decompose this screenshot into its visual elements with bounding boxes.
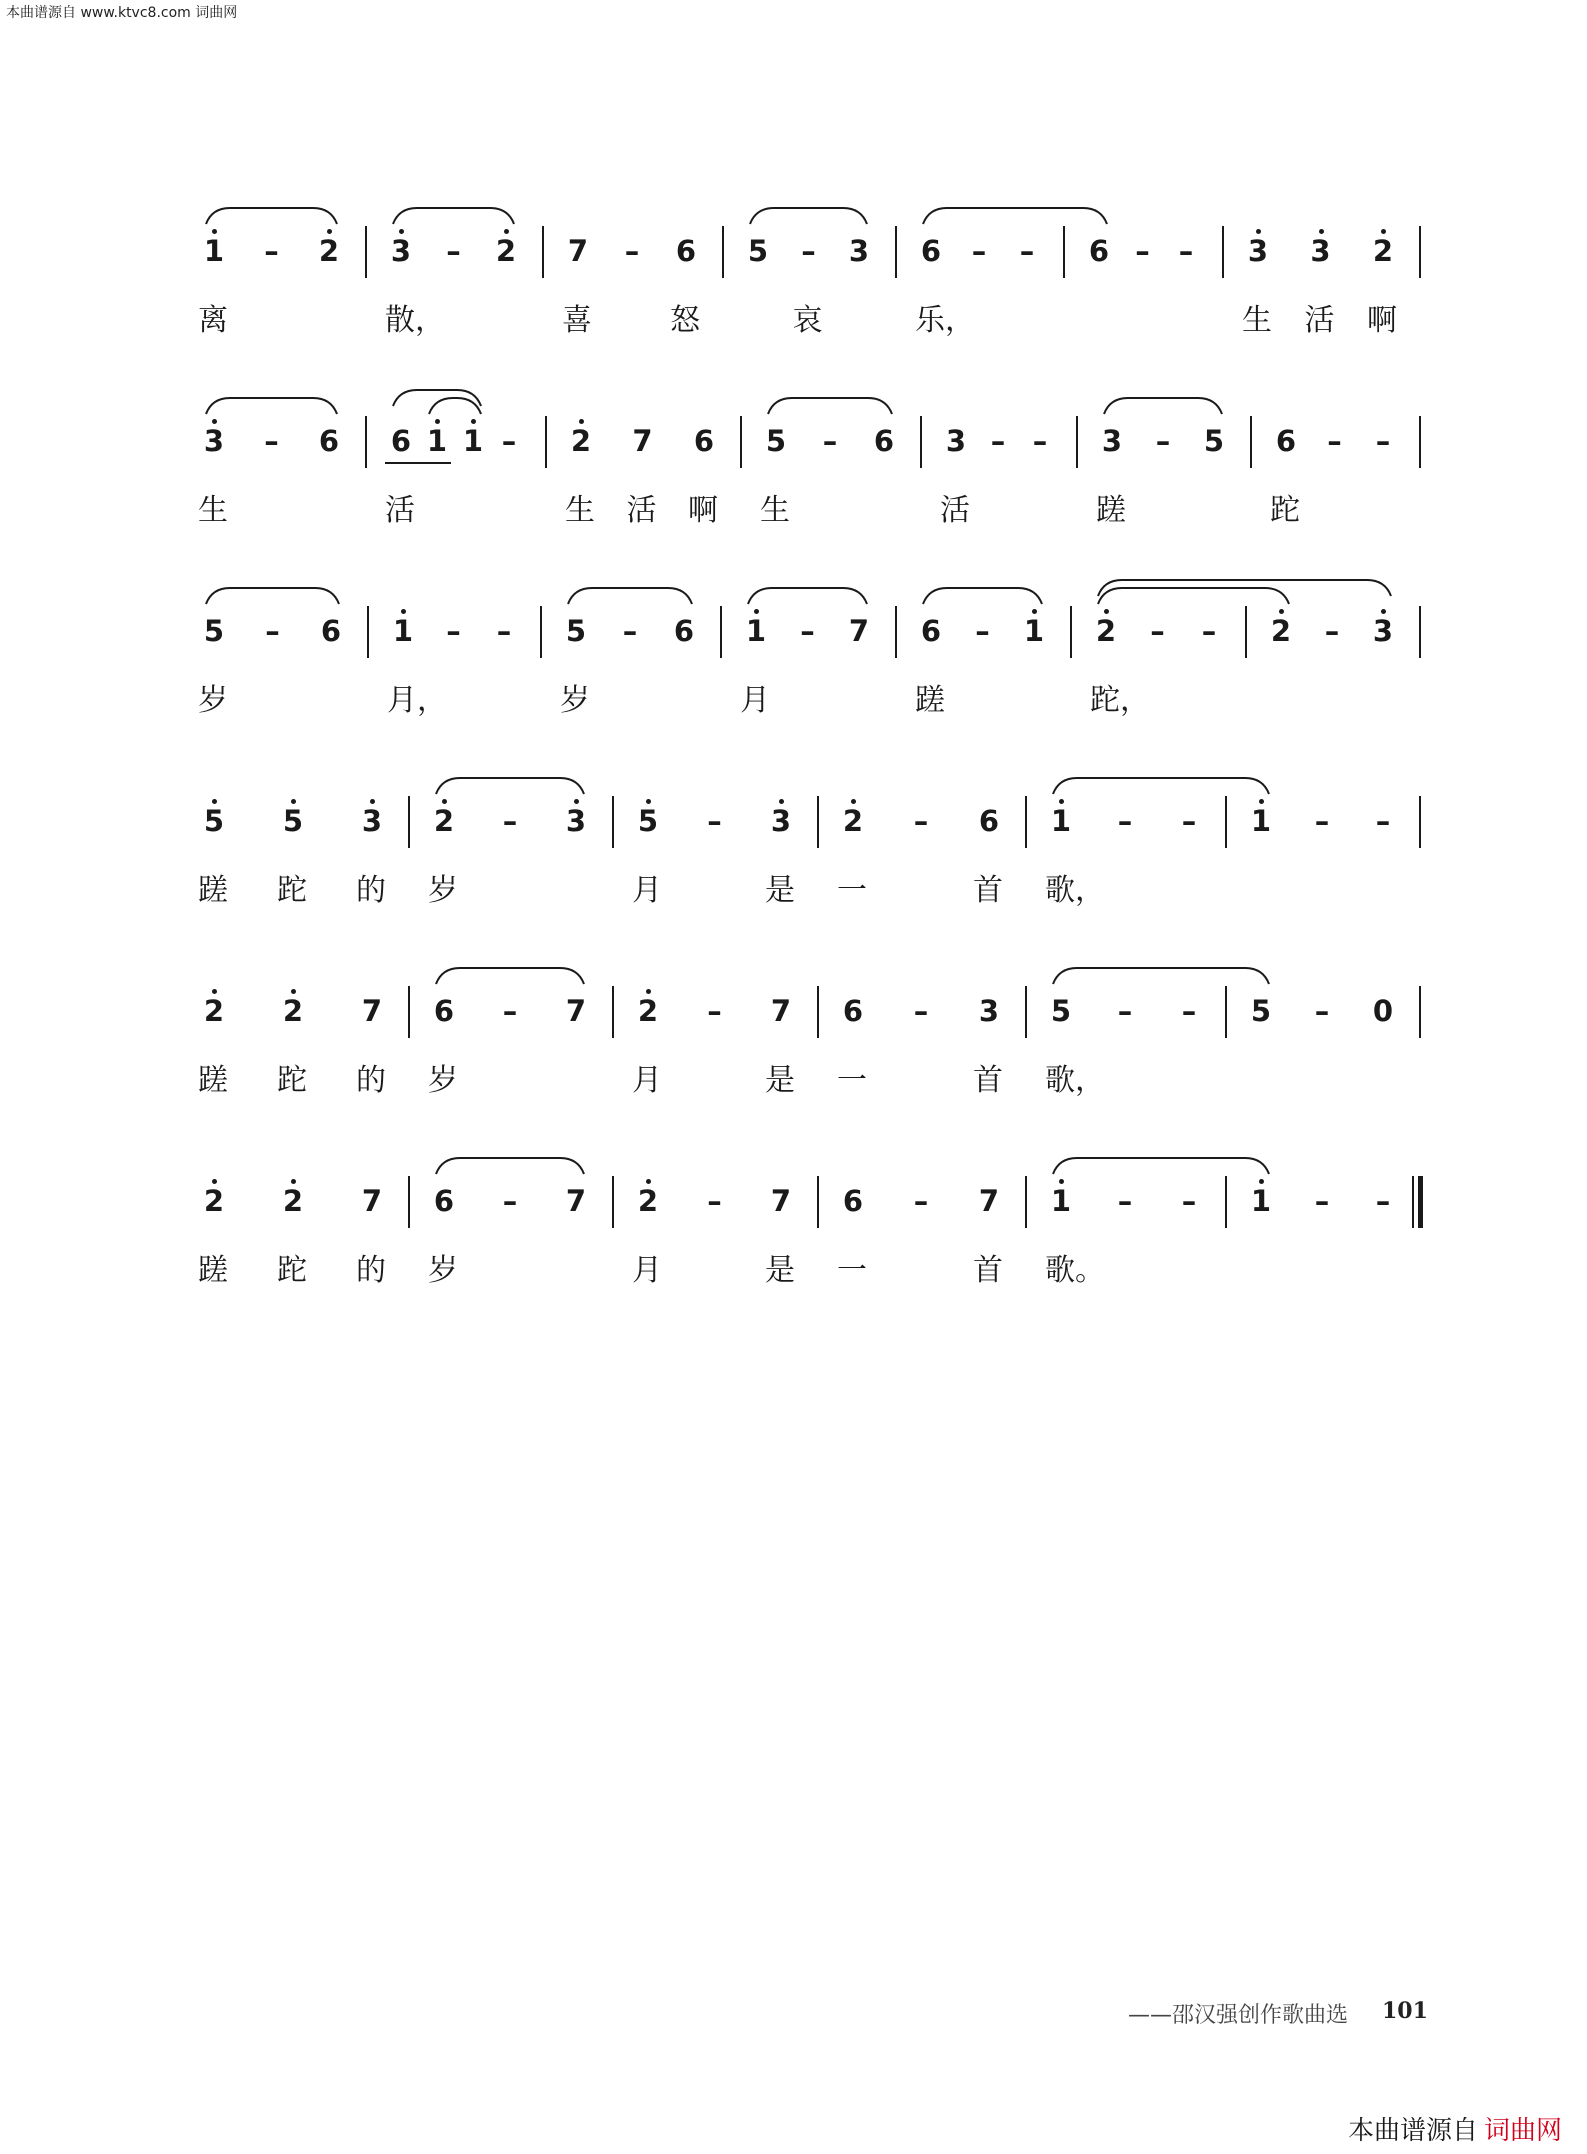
- note-number: 6: [673, 614, 695, 648]
- score-line: [0, 798, 1587, 988]
- lyric-syllable: 岁: [198, 683, 228, 718]
- note-number: –: [1181, 1184, 1197, 1218]
- note-number: –: [265, 614, 280, 648]
- lyric-syllable: 跎: [277, 1253, 307, 1288]
- note-number: 5: [1250, 994, 1272, 1028]
- slurs: [0, 418, 1587, 478]
- note-number: 2: [1372, 234, 1394, 268]
- note-number: 5: [765, 424, 787, 458]
- note-number: 3: [1310, 234, 1331, 268]
- note-number: 2: [282, 1184, 304, 1218]
- lyric-syllable: 一: [837, 1253, 867, 1288]
- note-number: 6: [873, 424, 895, 458]
- lyric-syllable: 乐，: [915, 303, 975, 338]
- page-number: 101: [1382, 1998, 1428, 2024]
- note-number: 6: [920, 614, 942, 648]
- slur: [750, 208, 867, 224]
- score-line: [0, 228, 1587, 418]
- watermark-site-name: 词曲网: [1484, 2116, 1563, 2146]
- note-number: –: [801, 234, 816, 268]
- note-number: –: [622, 614, 638, 648]
- slurs: [0, 988, 1587, 1048]
- lyric-syllable: 是: [765, 1253, 795, 1288]
- lyric-syllable: 活: [385, 493, 415, 528]
- note-number: –: [1327, 424, 1342, 458]
- note-number: 2: [842, 804, 864, 838]
- note-number: –: [446, 234, 461, 268]
- lyric-syllable: 蹉: [198, 1253, 228, 1288]
- note-number: 1: [392, 614, 414, 648]
- note-number: –: [264, 424, 279, 458]
- score-line: [0, 608, 1587, 798]
- note-number: –: [975, 614, 990, 648]
- note-number: 7: [770, 994, 792, 1028]
- lyric-syllable: 的: [356, 1253, 386, 1288]
- note-number: 7: [361, 1184, 383, 1218]
- note-number: 1: [426, 424, 448, 458]
- lyric-syllable: 生: [760, 493, 790, 528]
- score-line: [0, 988, 1587, 1178]
- note-number: 3: [1247, 234, 1269, 268]
- note-number: –: [1019, 234, 1035, 268]
- note-number: 2: [203, 994, 225, 1028]
- note-number: 3: [361, 804, 383, 838]
- lyric-syllable: 一: [837, 873, 867, 908]
- lyric-syllable: 首: [973, 1253, 1003, 1288]
- note-number: 1: [1023, 614, 1045, 648]
- note-number: 2: [282, 994, 304, 1028]
- note-number: –: [822, 424, 838, 458]
- note-number: 2: [203, 1184, 225, 1218]
- note-number: 6: [978, 804, 1000, 838]
- lyric-syllable: 是: [765, 873, 795, 908]
- note-number: 5: [637, 804, 659, 838]
- slur: [393, 208, 514, 224]
- source-header: 本曲谱源自 www.ktvc8.com 词曲网: [6, 5, 238, 21]
- note-number: –: [446, 614, 461, 648]
- note-number: 6: [433, 1184, 455, 1218]
- note-number: –: [1155, 424, 1171, 458]
- lyric-syllable: 啊: [688, 493, 718, 528]
- note-number: –: [1201, 614, 1217, 648]
- note-number: 3: [770, 804, 792, 838]
- lyric-syllable: 月，: [387, 683, 447, 718]
- slurs: [0, 798, 1587, 858]
- lyric-syllable: 歌。: [1045, 1253, 1105, 1288]
- lyric-syllable: 活: [1304, 303, 1335, 338]
- note-number: –: [502, 1184, 518, 1218]
- note-number: –: [502, 994, 518, 1028]
- note-number: –: [707, 1184, 722, 1218]
- slur: [923, 208, 1107, 224]
- note-number: –: [1032, 424, 1048, 458]
- lyric-syllable: 首: [973, 873, 1003, 908]
- lyric-syllable: 岁: [560, 683, 590, 718]
- note-number: –: [1178, 234, 1194, 268]
- note-number: 6: [675, 234, 697, 268]
- lyric-syllable: 跎: [277, 1063, 307, 1098]
- note-number: 1: [1250, 804, 1272, 838]
- lyric-syllable: 跎: [277, 873, 307, 908]
- note-number: –: [502, 804, 518, 838]
- note-number: 3: [978, 994, 1000, 1028]
- note-number: 1: [203, 234, 225, 268]
- note-number: –: [707, 804, 722, 838]
- note-number: –: [1117, 1184, 1133, 1218]
- note-number: 3: [848, 234, 870, 268]
- note-number: 7: [770, 1184, 792, 1218]
- note-number: –: [800, 614, 815, 648]
- note-number: –: [971, 234, 987, 268]
- note-number: 6: [842, 994, 864, 1028]
- note-number: –: [913, 1184, 929, 1218]
- lyric-syllable: 一: [837, 1063, 867, 1098]
- note-number: 6: [318, 424, 340, 458]
- note-number: –: [1324, 614, 1340, 648]
- book-title-footer: ——邵汉强创作歌曲选: [1128, 2003, 1349, 2028]
- lyric-syllable: 月: [632, 873, 662, 908]
- lyric-syllable: 首: [973, 1063, 1003, 1098]
- lyric-syllable: 歌，: [1045, 873, 1105, 908]
- note-number: 3: [1372, 614, 1394, 648]
- note-number: 6: [1275, 424, 1297, 458]
- watermark-text: 本曲谱源自: [1348, 2116, 1479, 2146]
- note-number: 6: [920, 234, 942, 268]
- note-number: 2: [433, 804, 455, 838]
- slurs: [0, 1178, 1587, 1238]
- note-number: –: [624, 234, 640, 268]
- note-number: 6: [1088, 234, 1110, 268]
- lyric-syllable: 的: [356, 873, 386, 908]
- lyric-syllable: 生: [565, 493, 595, 528]
- note-number: 5: [565, 614, 587, 648]
- lyric-syllable: 喜: [562, 303, 592, 338]
- lyric-syllable: 蹉: [198, 873, 228, 908]
- lyric-syllable: 蹉: [198, 1063, 228, 1098]
- note-number: 1: [1050, 804, 1072, 838]
- note-number: 1: [745, 614, 767, 648]
- note-number: 7: [978, 1184, 1000, 1218]
- note-number: –: [1375, 804, 1391, 838]
- note-number: –: [1314, 804, 1330, 838]
- note-number: 2: [495, 234, 517, 268]
- note-number: 3: [1101, 424, 1123, 458]
- lyric-syllable: 月: [632, 1253, 662, 1288]
- note-number: 6: [320, 614, 342, 648]
- lyric-syllable: 生: [198, 493, 228, 528]
- note-number: 7: [632, 424, 653, 458]
- note-number: –: [501, 424, 517, 458]
- note-number: 6: [390, 424, 412, 458]
- lyric-syllable: 月: [740, 683, 770, 718]
- lyric-syllable: 岁: [428, 1253, 458, 1288]
- lyric-syllable: 月: [632, 1063, 662, 1098]
- note-number: 2: [1270, 614, 1292, 648]
- lyric-syllable: 蹉: [915, 683, 945, 718]
- lyric-syllable: 蹉: [1096, 493, 1126, 528]
- lyric-syllable: 是: [765, 1063, 795, 1098]
- note-number: 6: [433, 994, 455, 1028]
- slur: [206, 208, 337, 224]
- note-number: –: [913, 804, 929, 838]
- note-number: 2: [318, 234, 340, 268]
- note-number: –: [264, 234, 279, 268]
- note-number: –: [707, 994, 722, 1028]
- note-number: –: [990, 424, 1006, 458]
- lyric-syllable: 的: [356, 1063, 386, 1098]
- note-number: 5: [203, 614, 225, 648]
- note-number: 6: [842, 1184, 864, 1218]
- note-number: 7: [567, 234, 589, 268]
- lyric-syllable: 跎: [1270, 493, 1300, 528]
- note-number: –: [1150, 614, 1165, 648]
- lyric-syllable: 岁: [428, 873, 458, 908]
- lyric-syllable: 活: [940, 493, 970, 528]
- note-number: 3: [390, 234, 412, 268]
- note-number: 5: [1203, 424, 1225, 458]
- lyric-syllable: 岁: [428, 1063, 458, 1098]
- lyric-syllable: 歌，: [1045, 1063, 1105, 1098]
- note-number: –: [1117, 804, 1133, 838]
- lyric-syllable: 离: [198, 303, 228, 338]
- lyric-syllable: 哀: [792, 303, 823, 338]
- note-number: 5: [282, 804, 304, 838]
- lyric-syllable: 生: [1242, 303, 1272, 338]
- note-number: 5: [747, 234, 769, 268]
- score-line: [0, 1178, 1587, 1368]
- note-number: 7: [848, 614, 870, 648]
- note-number: 7: [565, 994, 587, 1028]
- note-number: 1: [462, 424, 484, 458]
- note-number: 3: [945, 424, 967, 458]
- note-number: –: [1181, 994, 1197, 1028]
- note-number: –: [1314, 1184, 1330, 1218]
- note-number: 1: [1050, 1184, 1072, 1218]
- note-number: 5: [1050, 994, 1072, 1028]
- lyric-syllable: 啊: [1367, 303, 1397, 338]
- slurs: [0, 228, 1587, 288]
- note-number: 2: [570, 424, 592, 458]
- note-number: 1: [1250, 1184, 1272, 1218]
- lyric-syllable: 散，: [385, 303, 445, 338]
- note-number: 3: [203, 424, 225, 458]
- note-number: –: [1375, 424, 1391, 458]
- lyric-syllable: 活: [626, 493, 657, 528]
- note-number: 2: [1095, 614, 1117, 648]
- note-number: –: [1135, 234, 1150, 268]
- note-number: –: [913, 994, 929, 1028]
- note-number: 0: [1372, 994, 1394, 1028]
- note-number: 2: [637, 994, 659, 1028]
- note-number: –: [1314, 994, 1330, 1028]
- lyric-syllable: 怒: [670, 303, 700, 338]
- note-number: 7: [361, 994, 383, 1028]
- note-number: –: [1181, 804, 1197, 838]
- note-number: 5: [203, 804, 225, 838]
- note-number: –: [1375, 1184, 1391, 1218]
- note-number: –: [1117, 994, 1133, 1028]
- note-number: 3: [565, 804, 587, 838]
- lyric-syllable: 跎，: [1090, 683, 1150, 718]
- note-number: 7: [565, 1184, 587, 1218]
- note-number: 2: [637, 1184, 659, 1218]
- note-number: –: [496, 614, 512, 648]
- note-number: 6: [693, 424, 715, 458]
- slurs: [0, 608, 1587, 668]
